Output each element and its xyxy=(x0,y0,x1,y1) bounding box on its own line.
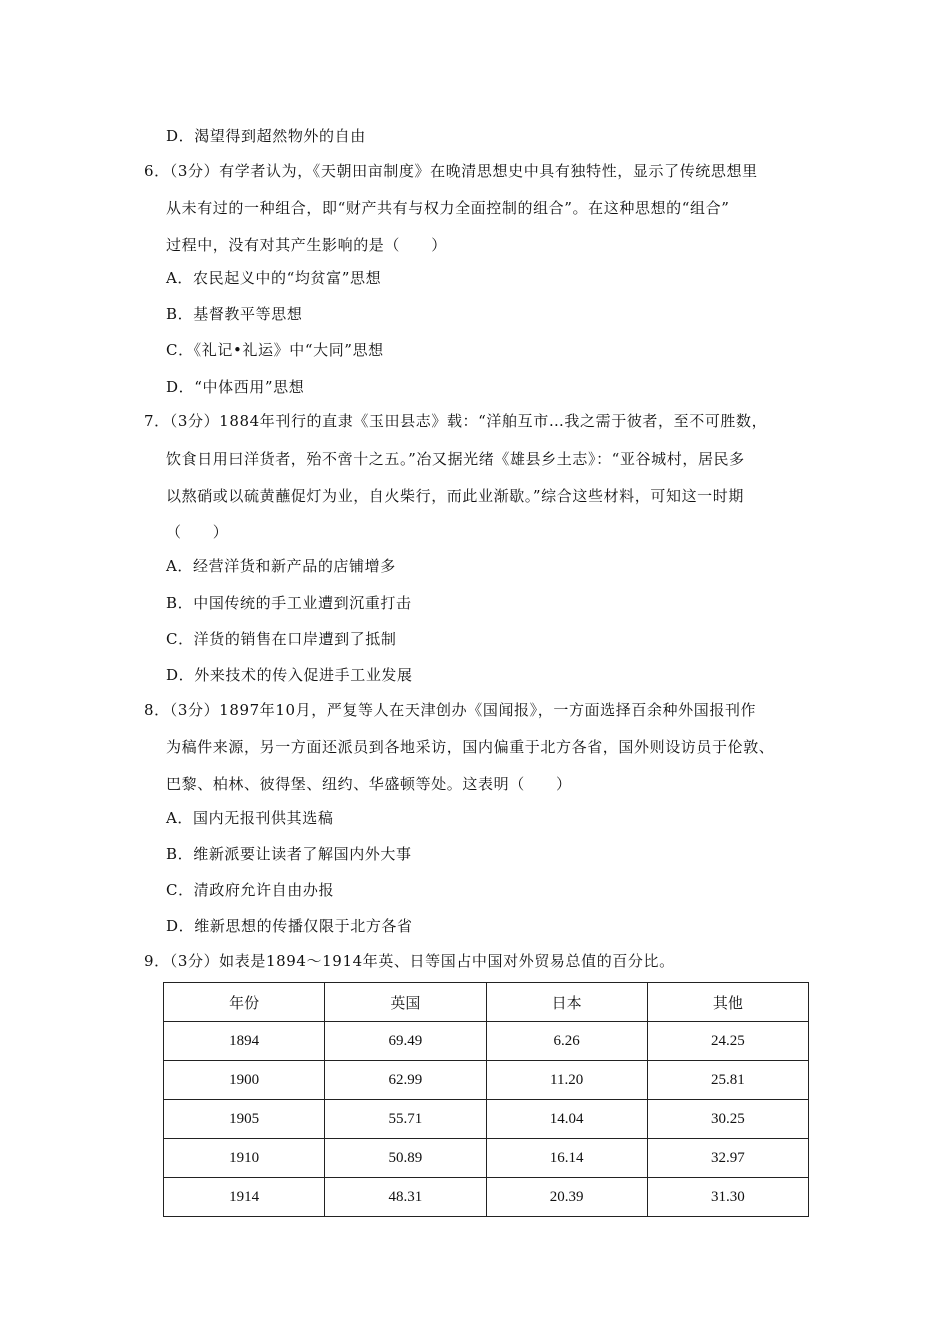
table-cell: 32.97 xyxy=(647,1139,808,1178)
question-6-option-a: A．农民起义中的“均贫富”思想 xyxy=(166,269,382,287)
question-8-option-c: C．清政府允许自由办报 xyxy=(166,881,335,899)
question-8-line-2: 为稿件来源，另一方面还派员到各地采访，国内偏重于北方各省，国外则设访员于伦敦、 xyxy=(166,738,775,756)
question-7-option-b: B．中国传统的手工业遭到沉重打击 xyxy=(166,594,412,612)
question-7-option-d: D．外来技术的传入促进手工业发展 xyxy=(166,666,413,684)
question-6-option-c: C．《礼记•礼运》中“大同”思想 xyxy=(166,341,384,359)
table-cell: 69.49 xyxy=(325,1022,486,1061)
question-9-stem: 9．（3分）如表是1894～1914年英、日等国占中国对外贸易总值的百分比。 xyxy=(144,952,675,970)
question-6-option-d: D．“中体西用”思想 xyxy=(166,378,305,396)
question-6-option-b: B．基督教平等思想 xyxy=(166,305,303,323)
question-8-line-1: 8．（3分）1897年10月，严复等人在天津创办《国闻报》，一方面选择百余种外国报刊作 xyxy=(144,701,757,719)
table-cell: 1900 xyxy=(164,1061,325,1100)
header-japan: 日本 xyxy=(486,983,647,1022)
table-row xyxy=(164,1022,809,1061)
question-8-line-3: 巴黎、柏林、彼得堡、纽约、华盛顿等处。这表明（ ） xyxy=(166,775,572,793)
trade-share-table xyxy=(163,982,809,1217)
table-row xyxy=(164,1100,809,1139)
table-cell: 16.14 xyxy=(486,1139,647,1178)
table-row xyxy=(164,1178,809,1217)
table-cell: 62.99 xyxy=(325,1061,486,1100)
table-cell: 1894 xyxy=(164,1022,325,1061)
question-7-line-2: 饮食日用曰洋货者，殆不啻十之五。”冶又据光绪《雄县乡土志》：“亚谷城村，居民多 xyxy=(166,450,745,468)
question-8-option-d: D．维新思想的传播仅限于北方各省 xyxy=(166,917,413,935)
table-row xyxy=(164,1061,809,1100)
table-cell: 31.30 xyxy=(647,1178,808,1217)
question-7-option-c: C．洋货的销售在口岸遭到了抵制 xyxy=(166,630,397,648)
header-others: 其他 xyxy=(647,983,808,1022)
table-cell: 20.39 xyxy=(486,1178,647,1217)
question-6-line-3: 过程中，没有对其产生影响的是（ ） xyxy=(166,236,447,254)
question-7-option-a: A．经营洋货和新产品的店铺增多 xyxy=(166,557,396,575)
header-year: 年份 xyxy=(164,983,325,1022)
question-6-line-1: 6．（3分）有学者认为，《天朝田亩制度》在晚清思想史中具有独特性，显示了传统思想里 xyxy=(144,162,758,180)
header-britain: 英国 xyxy=(325,983,486,1022)
table-cell: 25.81 xyxy=(647,1061,808,1100)
table-cell: 50.89 xyxy=(325,1139,486,1178)
table-cell: 48.31 xyxy=(325,1178,486,1217)
question-7-line-1: 7．（3分）1884年刊行的直隶《玉田县志》载：“洋舶互市…我之需于彼者，至不可胜数， xyxy=(144,412,768,430)
table-cell: 30.25 xyxy=(647,1100,808,1139)
table-header-row xyxy=(164,983,809,1022)
question-7-line-3: 以熬硝或以硫黄蘸促灯为业，自火柴行，而此业渐歇。”综合这些材料，可知这一时期 xyxy=(166,487,744,505)
table-cell: 1910 xyxy=(164,1139,325,1178)
question-5-option-d: D．渴望得到超然物外的自由 xyxy=(166,127,366,145)
question-8-option-a: A．国内无报刊供其选稿 xyxy=(166,809,334,827)
question-6-line-2: 从未有过的一种组合，即“财产共有与权力全面控制的组合”。在这种思想的“组合” xyxy=(166,199,730,217)
question-8-option-b: B．维新派要让读者了解国内外大事 xyxy=(166,845,412,863)
table-cell: 11.20 xyxy=(486,1061,647,1100)
table-cell: 55.71 xyxy=(325,1100,486,1139)
table-row xyxy=(164,1139,809,1178)
table-cell: 1905 xyxy=(164,1100,325,1139)
table-cell: 6.26 xyxy=(486,1022,647,1061)
table-cell: 1914 xyxy=(164,1178,325,1217)
table-cell: 24.25 xyxy=(647,1022,808,1061)
table-cell: 14.04 xyxy=(486,1100,647,1139)
question-7-line-4: （ ） xyxy=(166,523,229,541)
